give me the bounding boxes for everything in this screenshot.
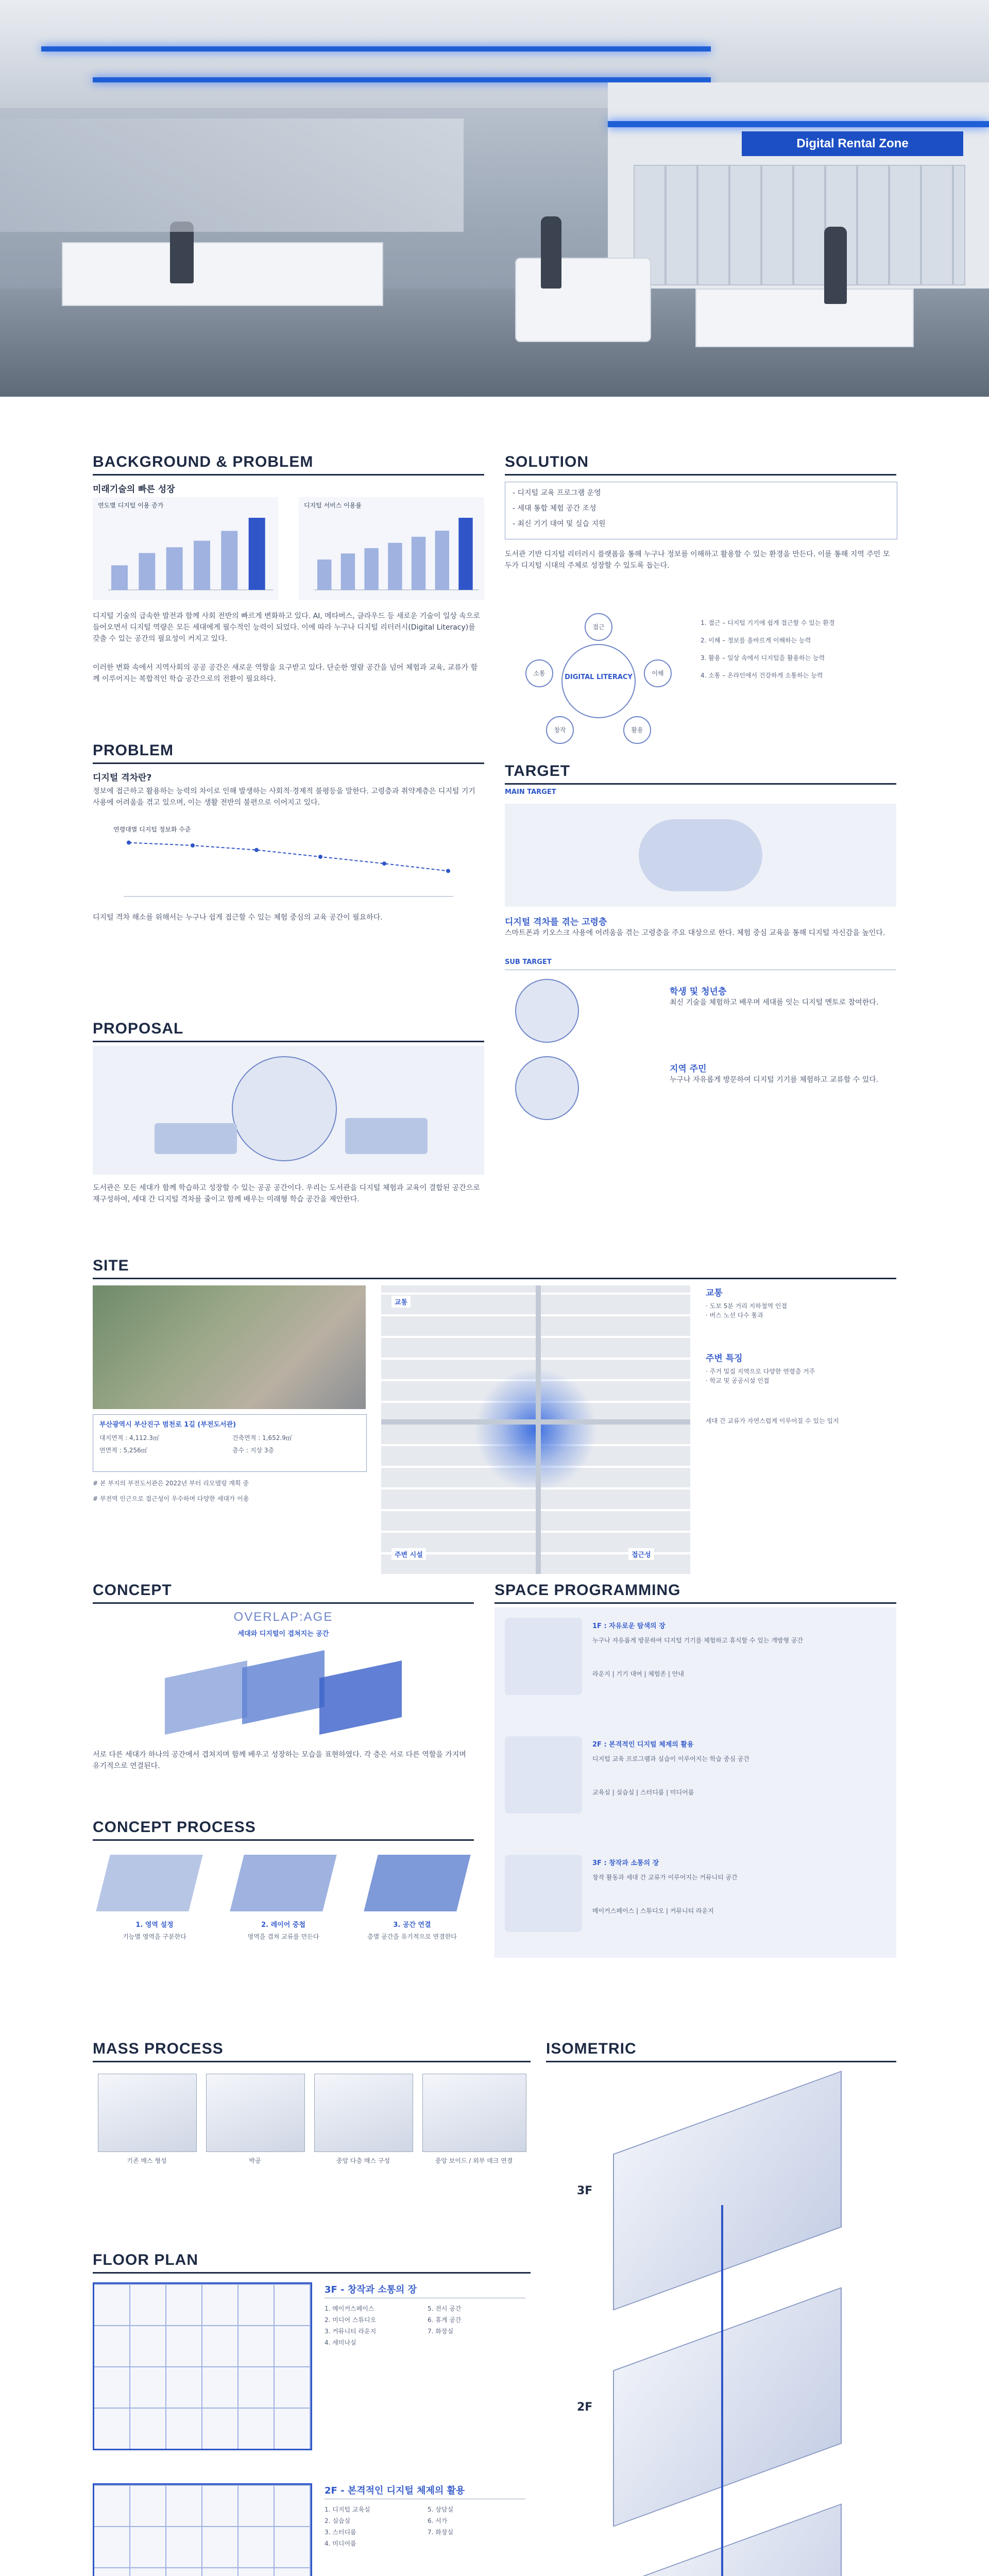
program-illustration (505, 1855, 582, 1932)
layer-shape (242, 1650, 325, 1724)
floor-label: 3F (577, 2184, 593, 2197)
solution-point: - 세대 통합 체험 공간 조성 (513, 504, 596, 513)
divider (93, 1278, 896, 1279)
concept-process-title: CONCEPT PROCESS (93, 1819, 256, 1836)
floorplan-2f (93, 2483, 531, 2576)
map-label: 접근성 (628, 1548, 654, 1560)
literacy-item: 3. 활용 – 일상 속에서 디지털을 활용하는 능력 (701, 654, 825, 662)
program-title: SPACE PROGRAMMING (494, 1582, 681, 1599)
main-target-text: 스마트폰과 키오스크 사용에 어려움을 겪는 고령층을 주요 대상으로 한다. 체험 중심 교육을 통해 디지털 자신감을 높인다. (505, 929, 885, 937)
site-title: SITE (93, 1257, 129, 1274)
step-label: 2. 레이어 중첩 (261, 1921, 305, 1929)
floorplan-title: FLOOR PLAN (93, 2251, 198, 2268)
sub-target-2-text: 누구나 자유롭게 방문하여 디지털 기기를 체험하고 교류할 수 있다. (670, 1076, 879, 1084)
solution-points-box (505, 482, 897, 539)
line-chart (113, 824, 464, 902)
proposal-illustration (93, 1046, 484, 1175)
divider (505, 783, 896, 785)
resident-icon (515, 1056, 579, 1120)
program-head: 1F : 자유로운 탐색의 장 (592, 1622, 666, 1630)
concept-headline: OVERLAP:AGE (233, 1610, 333, 1624)
room-label: 6. 휴게 공간 (428, 2316, 462, 2324)
step-shape (96, 1855, 202, 1911)
literacy-center-label: DIGITAL LITERACY (565, 673, 633, 681)
line-chart-title: 연령대별 디지털 정보화 수준 (113, 826, 191, 833)
visitor-figure (824, 227, 847, 304)
literacy-list (701, 618, 896, 680)
solution-title: SOLUTION (505, 453, 589, 470)
divider (505, 474, 896, 476)
bar (317, 560, 331, 590)
program-panel (494, 1607, 896, 1958)
proposal-title: PROPOSAL (93, 1020, 184, 1037)
problem-paragraph: 정보에 접근하고 활용하는 능력의 차이로 인해 발생하는 사회적·경제적 불평등을 말한다. 고령층과 취약계층은 디지털 기기 사용에 어려움을 겪고 있으며, 이는 생활 전반의 불편으로 이어지고 있다. (93, 787, 475, 807)
site-right-head: 주변 특징 (706, 1353, 743, 1364)
sub-target-2-head: 지역 주민 (670, 1064, 707, 1074)
site-aerial-photo (93, 1285, 366, 1409)
site-info-row: 대지면적 : 4,112.3㎡ (99, 1434, 159, 1442)
main-target-illustration (505, 804, 896, 907)
step-label: 3. 공간 연결 (393, 1921, 431, 1929)
ceiling-light (41, 46, 711, 52)
kiosk-table (515, 258, 651, 342)
site-notes-right (706, 1285, 896, 1426)
chart1-title: 연도별 디지털 이용 증가 (98, 502, 164, 509)
isometric-title: ISOMETRIC (546, 2040, 637, 2057)
room-label: 6. 서가 (428, 2517, 448, 2524)
background-paragraph: 디지털 기술의 급속한 발전과 함께 사회 전반의 빠르게 변화하고 있다. AI, 메타버스, 클라우드 등 새로운 기술이 일상 속으로 들어오면서 디지털 역량은 모든 세대에게 필수적인 능력이 되었다. 이에 따라 누구나 디지털 리터러시(Digital Literacy)를 갖출 수 있는 공간의 필요성이 커지고 있다. (93, 612, 480, 643)
divider (93, 474, 484, 476)
bar-chart-2 (299, 497, 484, 600)
book-icon (155, 1123, 237, 1154)
mass-step-label: 중앙 다층 매스 구성 (336, 2157, 390, 2164)
chart2-title: 디지털 서비스 이용률 (304, 502, 362, 509)
line-series (129, 843, 448, 871)
divider (93, 2061, 531, 2062)
bar (221, 531, 237, 590)
node-communicate: 소통 (525, 659, 553, 687)
main-target-label: MAIN TARGET (505, 788, 556, 796)
site-info-title: 부산광역시 부산진구 범천로 1길 (부전도서관) (99, 1421, 236, 1429)
background-title: BACKGROUND & PROBLEM (93, 453, 314, 470)
window-area (0, 118, 464, 232)
visitor-figure (541, 216, 561, 289)
sub-target-text: 최신 기술을 체험하고 배우며 세대를 잇는 디지털 멘토로 참여한다. (670, 998, 879, 1007)
bar (139, 553, 155, 590)
program-text: 창작 활동과 세대 간 교류가 이루어지는 커뮤니티 공간 (592, 1874, 738, 1881)
plan-drawing (93, 2483, 312, 2576)
layer-shape (165, 1660, 247, 1735)
isometric-drawing (546, 2081, 896, 2576)
concept-tagline: 세대와 디지털이 겹쳐지는 공간 (237, 1630, 329, 1638)
floor-label: 2F (577, 2401, 593, 2414)
divider (494, 1602, 896, 1604)
map-label: 교통 (391, 1296, 411, 1308)
site-right-text: · 도보 5분 거리 지하철역 인접 · 버스 노선 다수 통과 (706, 1302, 788, 1319)
bar (111, 565, 128, 590)
concept-diagram (155, 1649, 412, 1741)
sub-target-head: 학생 및 청년층 (670, 987, 727, 997)
program-text: 누구나 자유롭게 방문하여 디지털 기기를 체험하고 휴식할 수 있는 개방형 공간 (592, 1637, 804, 1644)
room-label: 1. 디지털 교육실 (325, 2506, 370, 2513)
site-info-row: 건축면적 : 1,652.9㎡ (232, 1434, 292, 1442)
bar (412, 537, 425, 590)
hero-image (0, 0, 989, 397)
line-point (446, 869, 450, 873)
line-point (382, 861, 386, 866)
bar (458, 518, 472, 590)
site-map (381, 1285, 690, 1574)
program-head: 2F : 본격적인 디지털 체제의 활용 (592, 1741, 694, 1749)
layer-shape (319, 1660, 402, 1735)
program-head: 3F : 창작과 소통의 장 (592, 1859, 659, 1867)
background-subtitle: 미래기술의 빠른 성장 (93, 484, 175, 495)
digital-rental-sign: Digital Rental Zone (742, 131, 963, 156)
plan-drawing (93, 2282, 312, 2450)
solution-point: - 디지털 교육 프로그램 운영 (513, 489, 601, 497)
mass-model (206, 2074, 305, 2152)
bar (166, 547, 183, 590)
vertical-axis (721, 2205, 723, 2576)
concept-title: CONCEPT (93, 1582, 172, 1599)
ceiling-light (93, 77, 711, 82)
step-text: 기능별 영역을 구분한다 (123, 1933, 186, 1940)
node-create: 창작 (546, 716, 574, 744)
floor-2-slab (613, 2287, 842, 2527)
line-point (191, 843, 195, 848)
step-text: 영역을 겹쳐 교류를 만든다 (247, 1933, 319, 1940)
display-table (695, 289, 914, 347)
site-right-text: · 주거 밀집 지역으로 다양한 연령층 거주 · 학교 및 공공시설 인접 (706, 1368, 815, 1384)
floorplan-3f (93, 2282, 531, 2468)
solution-point: - 최신 기기 대여 및 실습 지원 (513, 520, 606, 528)
student-icon (515, 979, 579, 1043)
site-info-box (93, 1414, 367, 1472)
main-target-head: 디지털 격차를 겪는 고령층 (505, 917, 607, 927)
solution-paragraph: 도서관 기반 디지털 리터러시 플랫폼을 통해 누구나 정보를 이해하고 활용할 수 있는 환경을 만든다. 이를 통해 지역 주민 모두가 디지털 시대의 주체로 성장할 수 있도록 돕는다. (505, 550, 890, 570)
map-label: 주변 시설 (391, 1548, 426, 1560)
room-label: 2. 미디어 스튜디오 (325, 2316, 377, 2324)
room-label: 4. 미디어룸 (325, 2540, 356, 2547)
concept-steps (93, 1850, 474, 1953)
mass-title: MASS PROCESS (93, 2040, 224, 2057)
site-right-head: 교통 (706, 1288, 723, 1298)
bar-chart-1 (93, 497, 278, 600)
node-access: 접근 (585, 613, 612, 641)
problem-title: PROBLEM (93, 742, 174, 759)
literacy-item: 1. 접근 – 디지털 기기에 쉽게 접근할 수 있는 환경 (701, 619, 835, 626)
road (536, 1285, 541, 1574)
site-note: # 부전역 인근으로 접근성이 우수하며 다양한 세대가 이용 (93, 1495, 249, 1502)
divider (93, 2272, 531, 2274)
program-tags: 교육실 | 실습실 | 스터디룸 | 미디어룸 (592, 1789, 694, 1796)
program-tags: 메이커스페이스 | 스튜디오 | 커뮤니티 라운지 (592, 1907, 714, 1914)
room-label: 7. 화장실 (428, 2529, 454, 2536)
mass-model (422, 2074, 526, 2152)
divider (93, 1041, 484, 1042)
program-tags: 라운지 | 기기 대여 | 체험존 | 안내 (592, 1670, 684, 1677)
mass-steps (93, 2069, 531, 2172)
laptop-icon (345, 1118, 428, 1154)
bar (435, 531, 449, 590)
sub-target-label: SUB TARGET (505, 958, 552, 966)
site-note: # 본 부지의 부전도서관은 2022년 부터 리모델링 계획 중 (93, 1480, 249, 1487)
line-point (254, 848, 259, 852)
target-title: TARGET (505, 762, 571, 779)
divider (93, 1602, 474, 1604)
bar (194, 541, 210, 590)
floor-3-slab (613, 2071, 842, 2311)
room-label: 1. 메이커스페이스 (325, 2305, 374, 2312)
plan-floor-name: 3F - 창작과 소통의 장 (325, 2284, 417, 2295)
room-label: 3. 커뮤니티 라운지 (325, 2328, 377, 2335)
room-label: 5. 상담실 (428, 2506, 454, 2513)
step-shape (230, 1855, 336, 1911)
room-label: 2. 실습실 (325, 2517, 351, 2524)
line-point (127, 841, 131, 845)
program-illustration (505, 1736, 582, 1814)
mass-step-label: 박공 (249, 2157, 261, 2164)
room-label: 5. 전시 공간 (428, 2305, 462, 2312)
room-label: 3. 스터디룸 (325, 2529, 356, 2536)
concept-paragraph: 서로 다른 세대가 하나의 공간에서 겹쳐지며 함께 배우고 성장하는 모습을 표현하였다. 각 층은 서로 다른 역할을 가지며 유기적으로 연결된다. (93, 1751, 466, 1770)
background-paragraph-2: 이러한 변화 속에서 지역사회의 공공 공간은 새로운 역할을 요구받고 있다. 단순한 열람 공간을 넘어 체험과 교육, 교류가 함께 이루어지는 복합적인 학습 공간으로의 전환이 필요하다. (93, 664, 478, 683)
globe-icon (232, 1056, 337, 1161)
site-info-row: 층수 : 지상 3층 (232, 1447, 275, 1454)
step-shape (364, 1855, 470, 1911)
node-understand: 이해 (644, 659, 672, 687)
step-label: 1. 영역 설정 (135, 1921, 174, 1929)
bar (341, 553, 355, 590)
program-illustration (505, 1618, 582, 1695)
literacy-item: 4. 소통 – 온라인에서 건강하게 소통하는 능력 (701, 672, 823, 679)
mass-model (98, 2074, 197, 2152)
mass-model (314, 2074, 413, 2152)
literacy-item: 2. 이해 – 정보를 올바르게 이해하는 능력 (701, 637, 811, 644)
divider (93, 762, 484, 764)
site-right-text: 세대 간 교류가 자연스럽게 이루어질 수 있는 입지 (706, 1417, 839, 1425)
problem-paragraph-2: 디지털 격차 해소를 위해서는 누구나 쉽게 접근할 수 있는 체험 중심의 교육 공간이 필요하다. (93, 913, 383, 922)
hand-phone-icon (639, 819, 762, 891)
proposal-paragraph: 도서관은 모든 세대가 함께 학습하고 성장할 수 있는 공공 공간이다. 우리는 도서관을 디지털 체험과 교육이 결합된 공간으로 재구성하여, 세대 간 디지털 격차를 줄이고 함께 배우는 미래형 학습 공간을 제안한다. (93, 1184, 480, 1204)
bar (249, 518, 265, 590)
room-label: 7. 화장실 (428, 2328, 454, 2335)
problem-subtitle: 디지털 격차란? (93, 773, 152, 783)
divider (93, 1839, 474, 1841)
bar (364, 548, 378, 590)
plan-floor-name: 2F - 본격적인 디지털 체제의 활용 (325, 2485, 465, 2496)
room-label: 4. 세미나실 (325, 2339, 356, 2346)
line-point (318, 855, 322, 859)
site-info-row: 연면적 : 5,256㎡ (99, 1447, 147, 1454)
work-desk (62, 242, 383, 306)
step-text: 층별 공간을 유기적으로 연결한다 (367, 1933, 457, 1940)
node-use: 활용 (623, 716, 651, 744)
bar (388, 543, 402, 590)
literacy-center (561, 644, 636, 718)
program-text: 디지털 교육 프로그램과 실습이 이루어지는 학습 중심 공간 (592, 1755, 749, 1762)
divider (546, 2061, 896, 2062)
mass-step-label: 중앙 보이드 / 외부 데크 연결 (435, 2157, 513, 2164)
mass-step-label: 기존 매스 형성 (127, 2157, 167, 2164)
device-shelf (634, 165, 965, 285)
wall-light (608, 121, 989, 127)
literacy-diagram (515, 613, 680, 747)
